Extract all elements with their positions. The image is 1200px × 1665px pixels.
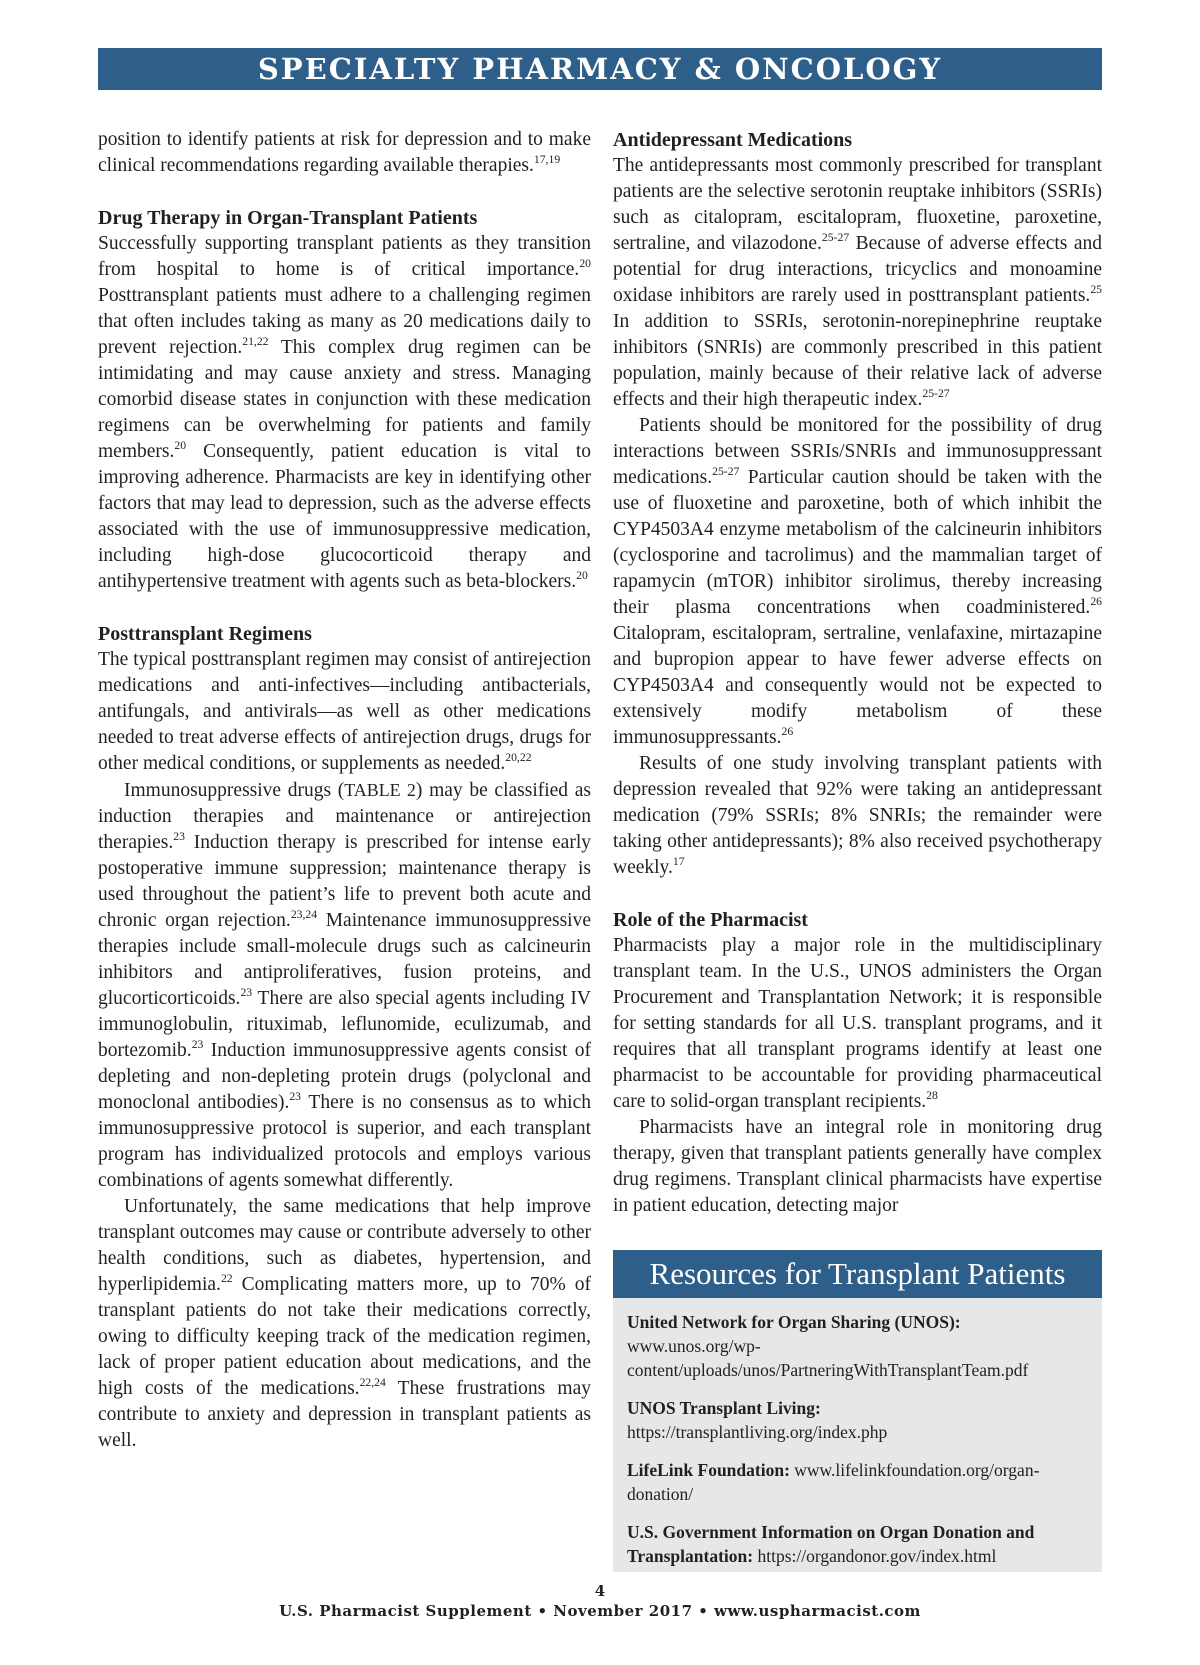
resource-entry: LifeLink Foundation: www.lifelinkfoundation.org/organ-donation/ bbox=[627, 1460, 1040, 1504]
paragraph: Results of one study involving transplant patients with depression revealed that 92% were taking an antidepressant medication (79% SSRIs; 8% SNRIs; the remainder were taking other antidepressants); 8% also received psychotherapy weekly.$^{17}$ bbox=[613, 753, 1102, 878]
resource-link[interactable]: www.lifelinkfoundation.org/organ-donation/ bbox=[627, 1460, 1040, 1504]
resource-link[interactable]: https://transplantliving.org/index.php bbox=[627, 1422, 888, 1442]
paragraph: Unfortunately, the same medications that help improve transplant outcomes may cause or contribute adversely to other health conditions, such as diabetes, hypertension, and hyperlipidemia.$^{22}$ Complicating matters more, up to 70% of transplant patients do not take their medications correctly, owing to difficulty keeping track of the medication regimen, lack of proper patient education about medications, and the high costs of the medications.$^{22,24}$ These frustrations may contribute to anxiety and depression in transplant patients as well. bbox=[98, 1196, 591, 1451]
footer-publication: U.S. Pharmacist Supplement • November 2017 • www.uspharmacist.com bbox=[279, 1602, 921, 1620]
heading-drug-therapy: Drug Therapy in Organ-Transplant Patients bbox=[98, 207, 478, 229]
paragraph: position to identify patients at risk for depression and to make clinical recommendations regarding available therapies.$^{17,19}$ bbox=[98, 129, 591, 176]
paragraph: Pharmacists play a major role in the multidisciplinary transplant team. In the U.S., UNOS administers the Organ Procurement and Transplantation Network; it is responsible for setting standards for all U.S. transplant programs, and it requires that all transplant programs identify at least one pharmacist to be accountable for providing pharmaceutical care to solid-organ transplant recipients.$^{28}$ bbox=[613, 935, 1102, 1112]
paragraph: Patients should be monitored for the possibility of drug interactions between SSRIs/SNRIs and immunosuppressant medications.$^{25-27}$ Particular caution should be taken with the use of fluoxetine and paroxetine, both of which inhibit the CYP4503A4 enzyme metabolism of the calcineurin inhibitors (cyclosporine and tacrolimus) and the mammalian target of rapamycin (mTOR) inhibitor sirolimus, thereby increasing their plasma concentrations when coadministered.$^{26}$ Citalopram, escitalopram, sertraline, venlafaxine, mirtazapine and bupropion appear to have fewer adverse effects on CYP4503A4 and consequently would not be expected to extensively modify metabolism of these immunosuppressants.$^{26}$ bbox=[613, 415, 1102, 748]
section-title: SPECIALTY PHARMACY & ONCOLOGY bbox=[257, 52, 943, 86]
section-banner bbox=[98, 48, 1102, 90]
left-column bbox=[98, 127, 591, 1454]
paragraph: Successfully supporting transplant patients as they transition from hospital to home is of critical importance.$^{20}$ Posttransplant patients must adhere to a challenging regimen that often includes taking as many as 20 medications daily to prevent rejection.$^{21,22}$ This complex drug regimen can be intimidating and may cause anxiety and stress. Managing comorbid disease states in conjunction with these medication regimens can be overwhelming for patients and family members.$^{20}$ Consequently, patient education is vital to improving adherence. Pharmacists are key in identifying other factors that may lead to depression, such as the adverse effects associated with the use of immunosuppressive medication, including high-dose glucocorticoid therapy and antihypertensive treatment with agents such as beta-blockers.$^{20}$ bbox=[98, 233, 591, 592]
table-reference[interactable]: TABLE 2 bbox=[344, 780, 416, 800]
paragraph: Pharmacists have an integral role in monitoring drug therapy, given that transplant patients generally have complex drug regimens. Transplant clinical pharmacists have expertise in patient education, detecting major bbox=[613, 1117, 1102, 1216]
resources-title: Resources for Transplant Patients bbox=[613, 1250, 1102, 1298]
right-column bbox=[613, 127, 1102, 1219]
paragraph: The typical posttransplant regimen may consist of antirejection medications and anti-infectives—including antibacterials, antifungals, and antivirals—as well as other medications needed to treat adverse effects of antirejection drugs, drugs for other medical conditions, or supplements as needed.$^{20,22}$ bbox=[98, 649, 591, 774]
resource-entry: United Network for Organ Sharing (UNOS): www.unos.org/wp-content/uploads/unos/PartneringWithTransplantTeam.pdf bbox=[627, 1312, 1029, 1380]
paragraph: The antidepressants most commonly prescribed for transplant patients are the selective serotonin reuptake inhibitors (SSRIs) such as citalopram, escitalopram, fluoxetine, paroxetine, sertraline, and vilazodone.$^{25-27}$ Because of adverse effects and potential for drug interactions, tricyclics and monoamine oxidase inhibitors are rarely used in posttransplant patients.$^{25}$ In addition to SSRIs, serotonin-norepinephrine reuptake inhibitors (SNRIs) are commonly prescribed in this patient population, mainly because of their relative lack of adverse effects and their high therapeutic index.$^{25-27}$ bbox=[613, 155, 1102, 410]
page-number: 4 bbox=[594, 1582, 606, 1600]
resource-entry: U.S. Government Information on Organ Donation and Transplantation: https://organdonor.gov/index.html bbox=[627, 1522, 1035, 1566]
heading-antidepressant-medications: Antidepressant Medications bbox=[613, 129, 853, 151]
heading-role-of-pharmacist: Role of the Pharmacist bbox=[613, 909, 808, 931]
resource-link[interactable]: https://organdonor.gov/index.html bbox=[757, 1546, 997, 1566]
resource-entry: UNOS Transplant Living: https://transplantliving.org/index.php bbox=[627, 1398, 888, 1442]
resource-link[interactable]: www.unos.org/wp-content/uploads/unos/PartneringWithTransplantTeam.pdf bbox=[627, 1336, 1029, 1380]
heading-posttransplant-regimens: Posttransplant Regimens bbox=[98, 623, 312, 645]
paragraph: Immunosuppressive drugs (TABLE 2) may be classified as induction therapies and maintenance or antirejection therapies.$^{23}$ Induction therapy is prescribed for intense early postoperative immune suppression; maintenance therapy is used throughout the patient’s life to prevent both acute and chronic organ rejection.$^{23,24}$ Maintenance immunosuppressive therapies include small-molecule drugs such as calcineurin inhibitors and antiproliferatives, fusion proteins, and glucorticorticoids.$^{23}$ There are also special agents including IV immunoglobulin, rituximab, leflunomide, eculizumab, and bortezomib.$^{23}$ Induction immunosuppressive agents consist of depleting and non-depleting protein drugs (polyclonal and monoclonal antibodies).$^{23}$ There is no consensus as to which immunosuppressive protocol is superior, and each transplant program has individualized protocols and employs various combinations of agents somewhat differently. bbox=[98, 780, 591, 1191]
resources-sidebar bbox=[613, 1250, 1102, 1572]
